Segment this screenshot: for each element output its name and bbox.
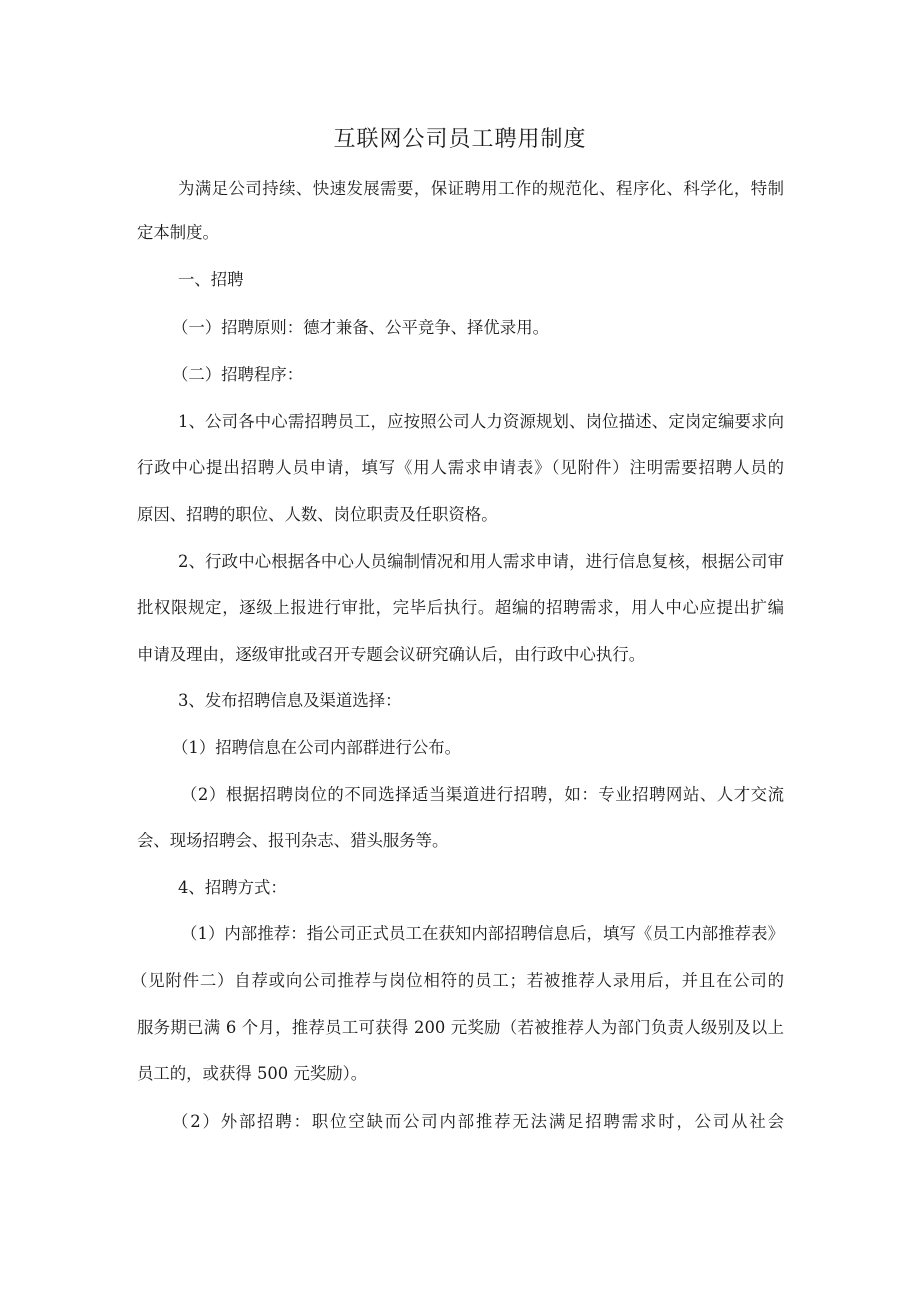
item4-sub1-line-2: （见附件二）自荐或向公司推荐与岗位相符的员工；若被推荐人录用后，并且在公司的: [131, 971, 784, 990]
item4-sub1-line-4: 员工的，或获得 500 元奖励）。: [137, 1064, 368, 1083]
document-title: 互联网公司员工聘用制度: [333, 127, 587, 152]
intro-line-2: 定本制度。: [137, 223, 219, 242]
item3-sub2-line-1: （2）根据招聘岗位的不同选择适当渠道进行招聘，如：专业招聘网站、人才交流: [181, 785, 784, 804]
item2-line-2: 批权限规定，逐级上报进行审批，完毕后执行。超编的招聘需求，用人中心应提出扩编: [137, 598, 784, 617]
item1-line-1: 1、公司各中心需招聘员工，应按照公司人力资源规划、岗位描述、定岗定编要求向: [178, 412, 784, 431]
item4-sub1-line-3: 服务期已满 6 个月，推荐员工可获得 200 元奖励（若被推荐人为部门负责人级别及以上: [137, 1018, 784, 1037]
item1-line-3: 原因、招聘的职位、人数、岗位职责及任职资格。: [137, 505, 498, 524]
procedure-heading: （二）招聘程序：: [172, 365, 304, 384]
item2-line-3: 申请及理由，逐级审批或召开专题会议研究确认后，由行政中心执行。: [137, 645, 646, 664]
intro-line-1: 为满足公司持续、快速发展需要，保证聘用工作的规范化、程序化、科学化，特制: [178, 179, 784, 198]
item3-heading: 3、发布招聘信息及渠道选择：: [178, 691, 402, 710]
item1-line-2: 行政中心提出招聘人员申请，填写《用人需求申请表》（见附件）注明需要招聘人员的: [137, 458, 784, 477]
recruit-principle: （一）招聘原则：德才兼备、公平竞争、择优录用。: [172, 318, 549, 337]
item3-sub2-line-2: 会、现场招聘会、报刊杂志、猎头服务等。: [137, 831, 449, 850]
item3-sub1: （1）招聘信息在公司内部群进行公布。: [172, 738, 462, 757]
item4-heading: 4、招聘方式：: [178, 878, 287, 897]
item4-sub2-line-1: （2）外部招聘：职位空缺而公司内部推荐无法满足招聘需求时，公司从社会: [172, 1112, 784, 1131]
section1-heading: 一、招聘: [178, 270, 244, 289]
item2-line-1: 2、行政中心根据各中心人员编制情况和用人需求申请，进行信息复核，根据公司审: [178, 552, 784, 571]
item4-sub1-line-1: （1）内部推荐：指公司正式员工在获知内部招聘信息后，填写《员工内部推荐表》: [181, 924, 784, 943]
